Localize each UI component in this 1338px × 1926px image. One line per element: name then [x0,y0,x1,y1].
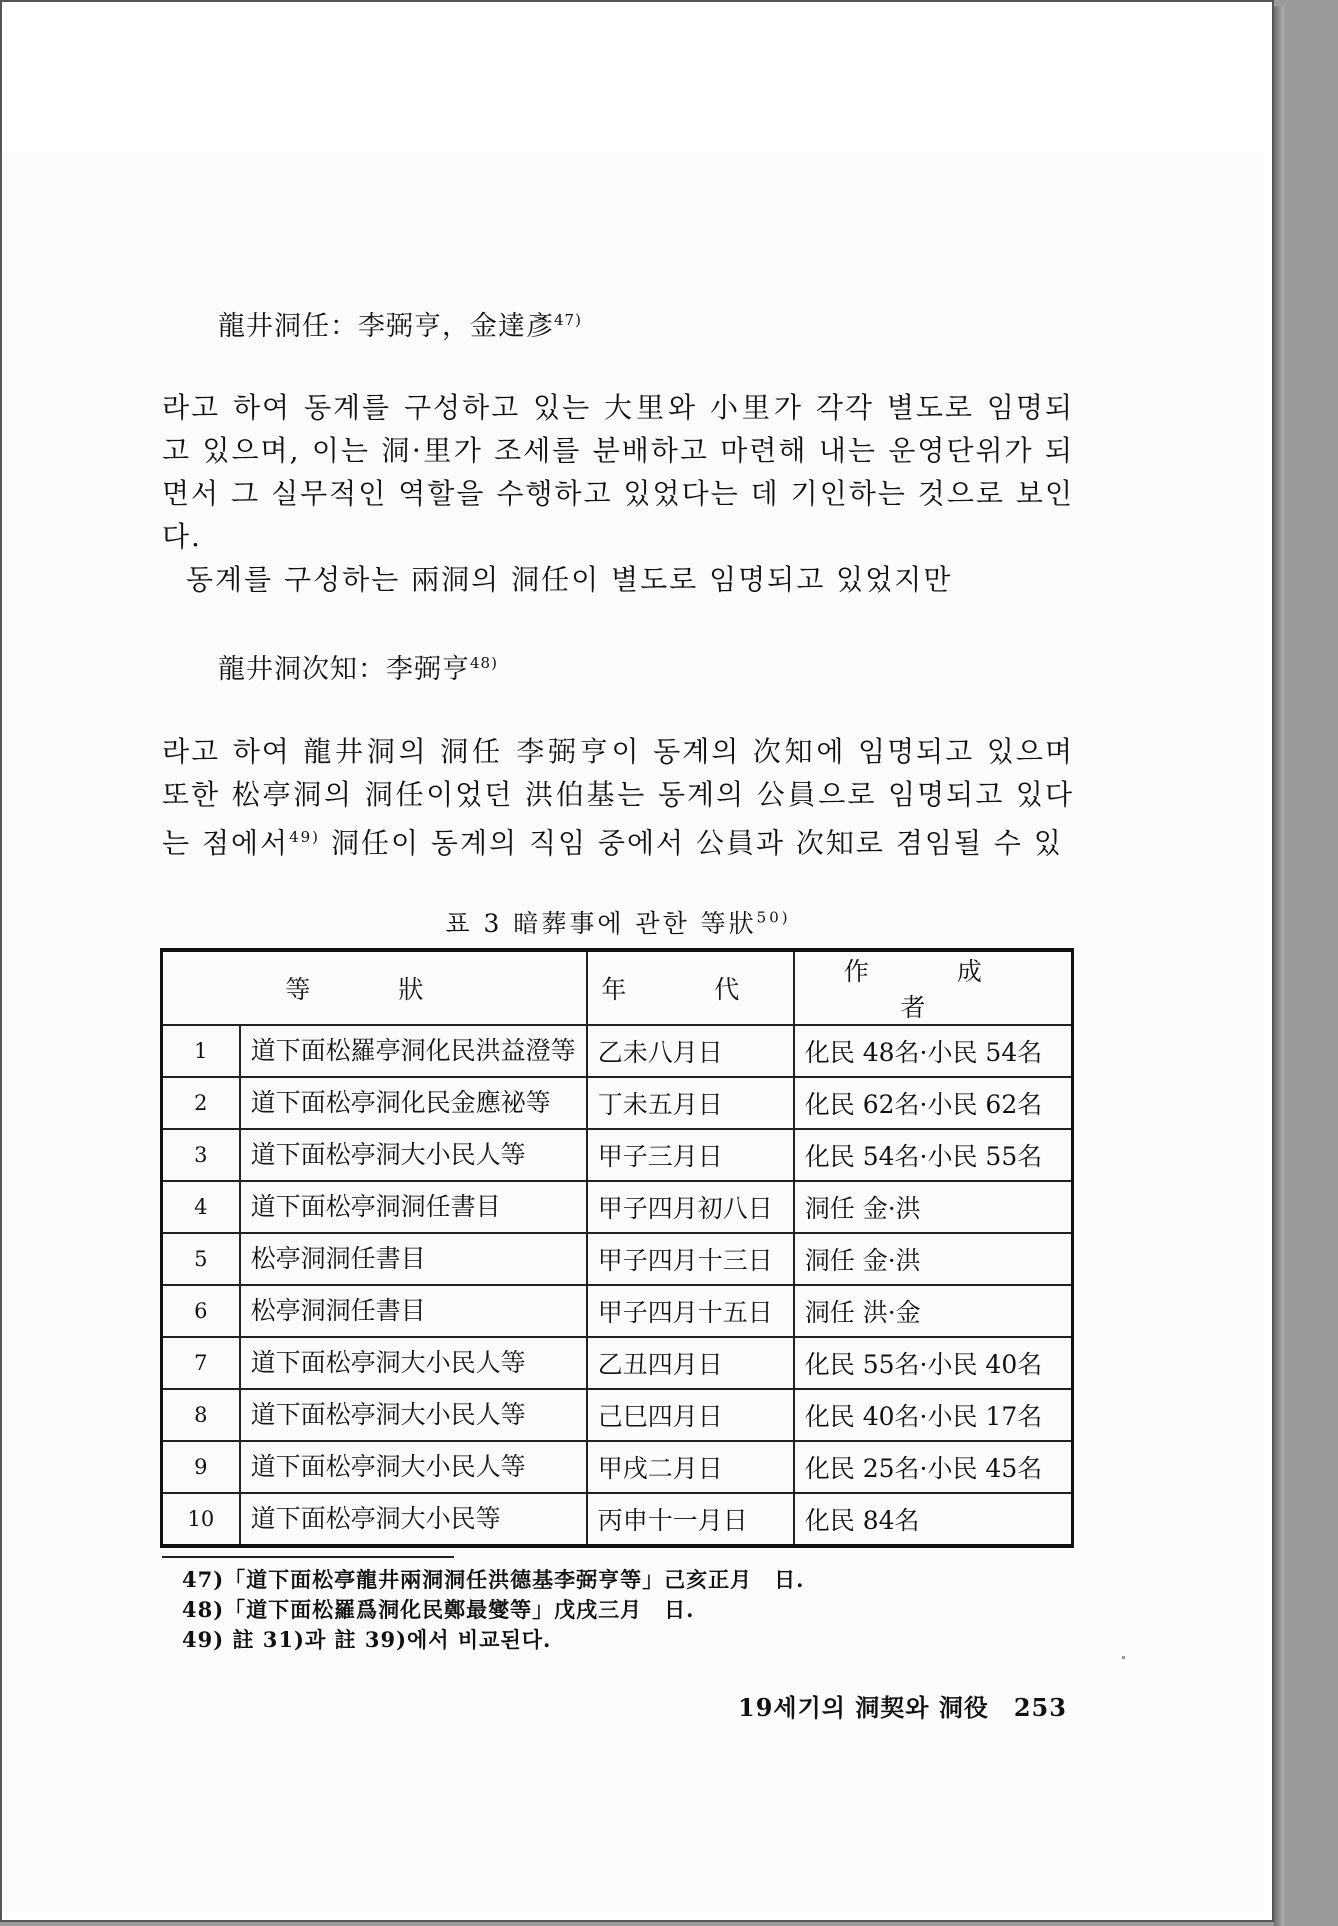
footnote-ref-47: 47) [554,311,582,329]
petition-title: 松亭洞洞任書目 [240,1285,587,1337]
table-row [162,1285,1073,1337]
petition-title: 道下面松亭洞大小民等 [240,1493,587,1546]
petition-author: 化民 62名·小民 62名 [794,1077,1073,1129]
body-paragraph-3: 라고 하여 龍井洞의 洞任 李弼亨이 동계의 次知에 임명되고 있으며 또한 松亭洞의 洞任이었던 洪伯基는 동계의 公員으로 임명되고 있다는 점에서$^{49)}$ 洞任이 동계의 직임 중에서 公員과 次知로 겸임될 수 있 [162,735,1074,860]
petition-date: 丁未五月日 [587,1077,794,1129]
footnote-49: 49) 註 31)과 註 39)에서 비교된다. [182,1627,552,1652]
petition-author: 洞任 金·洪 [794,1181,1073,1233]
row-number: 2 [162,1077,240,1129]
petition-date: 己巳四月日 [587,1389,794,1441]
petition-author: 化民 40名·小民 17名 [794,1389,1073,1441]
table-header-row [162,950,1073,1025]
petition-author: 洞任 金·洪 [794,1233,1073,1285]
petition-author: 化民 48名·小民 54名 [794,1025,1073,1077]
petition-date: 甲子四月十五日 [587,1285,794,1337]
table-row [162,1441,1073,1493]
table-row [162,1337,1073,1389]
table-row [162,1389,1073,1441]
row-number: 6 [162,1285,240,1337]
footnote-ref-49: 49) [289,828,321,846]
table-row [162,1129,1073,1181]
petition-title: 道下面松亭洞大小民人等 [240,1389,587,1441]
table-row [162,1181,1073,1233]
row-number: 1 [162,1025,240,1077]
footnote-48: 48)「道下面松羅爲洞化民鄭最燮等」戊戌三月 日. [182,1597,695,1622]
body-paragraph-1: 라고 하여 동계를 구성하고 있는 大里와 小里가 각각 별도로 임명되고 있으며, 이는 洞·里가 조세를 분배하고 마련해 내는 운영단위가 되면서 그 실무적인 역할을 수행하고 있었다는 데 기인하는 것으로 보인다. [162,391,1074,553]
header-petition: 等 狀 [162,950,587,1025]
body-paragraph-2: 동계를 구성하는 兩洞의 洞任이 별도로 임명되고 있었지만 [186,563,953,596]
table-row [162,1493,1073,1546]
petition-date: 丙申十一月日 [587,1493,794,1546]
petition-date: 甲戌二月日 [587,1441,794,1493]
row-number: 4 [162,1181,240,1233]
petition-author: 化民 25名·小民 45名 [794,1441,1073,1493]
footnote-divider [162,1556,454,1558]
row-number: 10 [162,1493,240,1546]
row-number: 8 [162,1389,240,1441]
header-author: 作 成 者 [794,950,1073,1025]
petition-author: 化民 55名·小民 40名 [794,1337,1073,1389]
footnote-ref-48: 48) [470,654,498,672]
petition-date: 乙丑四月日 [587,1337,794,1389]
petition-title: 道下面松亭洞大小民人等 [240,1441,587,1493]
running-footer: 19세기의 洞契와 洞役 253 [738,1693,1067,1722]
scan-speck [1122,1656,1125,1659]
petition-title: 松亭洞洞任書目 [240,1233,587,1285]
header-date: 年 代 [587,950,794,1025]
table-row [162,1077,1073,1129]
row-number: 5 [162,1233,240,1285]
row-number: 9 [162,1441,240,1493]
petition-title: 道下面松亭洞大小民人等 [240,1337,587,1389]
table-caption: 표 3 暗葬事에 관한 等狀$^{50)}$ [445,908,791,938]
petition-title: 道下面松亭洞洞任書目 [240,1181,587,1233]
petition-date: 甲子四月初八日 [587,1181,794,1233]
petition-date: 甲子四月十三日 [587,1233,794,1285]
petition-title: 道下面松亭洞化民金應祕等 [240,1077,587,1129]
dong-official-entry: 龍井洞任：李弼亨，金達彥$^{47)}$ [218,311,582,342]
table-row [162,1025,1073,1077]
petition-author: 化民 84名 [794,1493,1073,1546]
petition-table [160,948,1074,1548]
row-number: 7 [162,1337,240,1389]
petition-date: 甲子三月日 [587,1129,794,1181]
row-number: 3 [162,1129,240,1181]
footnote-47: 47)「道下面松亭龍井兩洞洞任洪德基李弼亨等」己亥正月 日. [182,1567,805,1592]
page-edge-shadow [1274,6,1284,1926]
petition-title: 道下面松亭洞大小民人等 [240,1129,587,1181]
petition-title: 道下面松羅亭洞化民洪益澄等 [240,1025,587,1077]
petition-author: 化民 54名·小民 55名 [794,1129,1073,1181]
chaji-entry: 龍井洞次知：李弼亨$^{48)}$ [218,654,498,685]
petition-date: 乙未八月日 [587,1025,794,1077]
petition-author: 洞任 洪·金 [794,1285,1073,1337]
table-row [162,1233,1073,1285]
footnote-ref-50: 50) [756,908,791,927]
